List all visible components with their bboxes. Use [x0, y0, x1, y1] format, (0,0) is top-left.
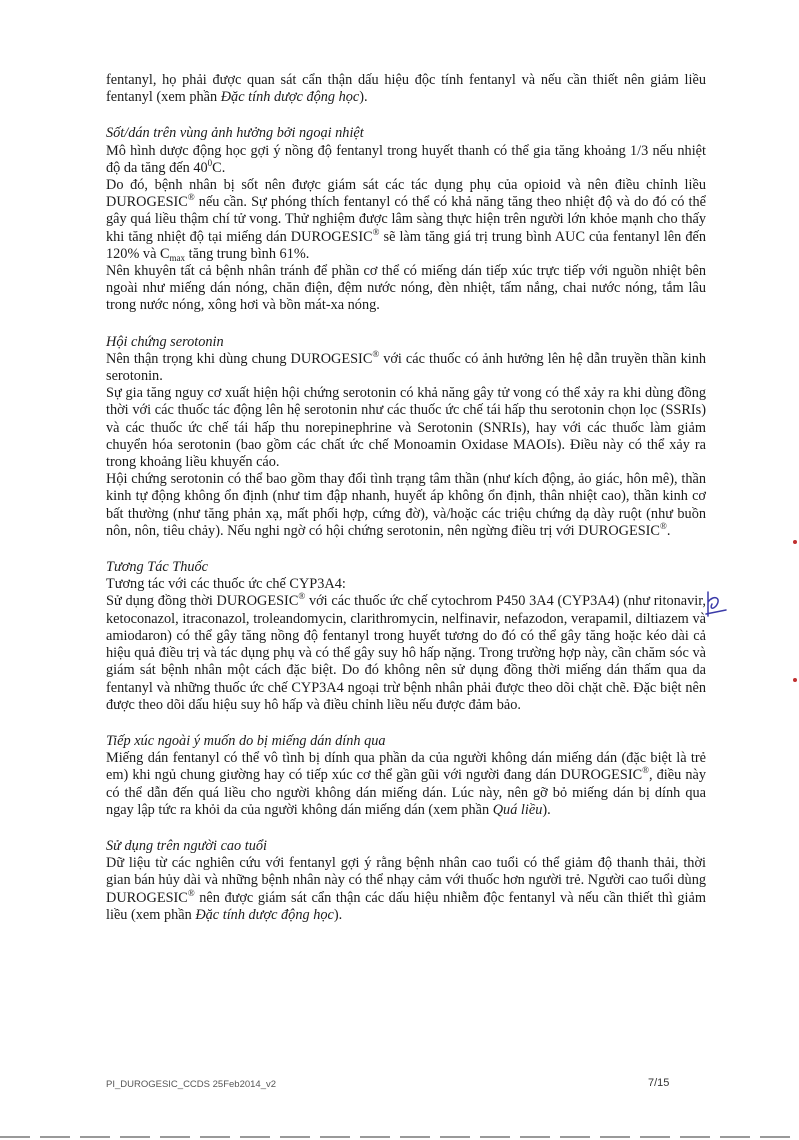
paragraph: Nên khuyên tất cả bệnh nhân tránh để phần cơ thể có miếng dán tiếp xúc trực tiếp với nguồn nhiệt bên ngoài như miếng dán nóng, chăn điện, đệm nước nóng, đèn nhiệt, tấm nắng, chai nước nóng, tắm lâu trong nước nóng, xông hơi và bồn mát-xa nóng.: [106, 263, 706, 314]
registered-mark: ®: [372, 348, 380, 359]
ref-pharmacokinetics: Đặc tính dược động học: [195, 906, 334, 923]
registered-mark: ®: [642, 765, 649, 776]
section-heading: Tiếp xúc ngoài ý muốn do bị miếng dán dính qua: [106, 732, 386, 749]
paragraph: Sự gia tăng nguy cơ xuất hiện hội chứng serotonin có khả năng gây tử vong có thể xảy ra khi dùng đồng thời với các thuốc tác động lên hệ serotonin như các thuốc ức chế tái hấp thu serotonin chọn lọc (SSRIs) và các thuốc ức chế tái hấp thu norepinephrine và Serotonin (SNRIs), hay với các thuốc làm giảm chuyển hóa serotonin (bao gồm các chất ức chế Monoamin Oxidase MAOIs). Điều này có thể xảy ra trong khoảng liều khuyến cáo.: [106, 385, 706, 471]
intro-paragraph: fentanyl, họ phải được quan sát cẩn thận dấu hiệu độc tính fentanyl và nếu cần thiết nên giảm liều fentanyl (xem phần Đặc tính dược động học).: [106, 72, 706, 106]
ref-pharmacokinetics: Đặc tính dược động học: [220, 89, 360, 106]
paragraph: Nên thận trọng khi dùng chung DUROGESIC® với các thuốc có ảnh hưởng lên hệ dẫn truyền thần kinh serotonin.: [106, 348, 706, 385]
paragraph: Do đó, bệnh nhân bị sốt nên được giám sát các tác dụng phụ của opioid và nên điều chỉnh liều DUROGESIC® nếu cần. Sự phóng thích fentanyl có thể có khả năng tăng theo nhiệt độ và do đó có thể gây quá liều thậm chí tử vong. Thử nghiệm được lâm sàng thực hiện trên người lớn khỏe mạnh cho thấy khi tăng nhiệt độ tại miếng dán DUROGESIC® sẽ làm tăng giá trị trung bình AUC của fentanyl lên đến 120% và $C_{max}$ tăng trung bình 61%.: [106, 177, 706, 263]
section-heading: Hội chứng serotonin: [106, 333, 224, 350]
section-serotonin: [106, 334, 706, 540]
section-interactions: [106, 559, 706, 714]
section-heading: Tương Tác Thuốc: [106, 559, 209, 576]
section-accidental-exposure: [106, 733, 706, 819]
paragraph: Miếng dán fentanyl có thể vô tình bị dính qua phần da của người không dán miếng dán (đặc biệt là trẻ em) khi ngủ chung giường hay có tiếp xúc cơ thể gần gũi với người đang dán DUROGESIC®, điều này có thể dẫn đến quá liều cho người không dán miếng dán. Lúc này, nên gỡ bỏ miếng dán bị dính qua ngay lập tức ra khỏi da của người không dán miếng dán (xem phần Quá liều).: [106, 750, 706, 818]
section-heading: Sốt/dán trên vùng ảnh hưởng bởi ngoại nhiệt: [106, 125, 364, 142]
section-elderly: [106, 838, 706, 924]
subheading: Tương tác với các thuốc ức chế CYP3A4:: [106, 576, 346, 593]
registered-mark: ®: [659, 520, 667, 531]
margin-dot: [793, 540, 797, 544]
registered-mark: ®: [187, 192, 195, 203]
footer-page-number: 7/15: [648, 1077, 670, 1089]
registered-mark: ®: [372, 226, 380, 237]
margin-dot: [793, 678, 797, 682]
bottom-scan-edge: [0, 1136, 799, 1138]
section-heading: Sử dụng trên người cao tuổi: [106, 837, 268, 854]
paragraph: Sử dụng đồng thời DUROGESIC® với các thuốc ức chế cytochrom P450 3A4 (CYP3A4) (như ritonavir, ketoconazol, itraconazol, troleandomycin, clarithromycin, nelfinavir, nefazodon, verapamil, diltiazem và amiodaron) có thể gây tăng nồng độ fentanyl trong huyết tương do đó có thể gây tăng hoặc kéo dài cả hiệu quả điều trị và tác dụng phụ và có thể gây suy hô hấp nặng. Trong trường hợp này, cần chăm sóc và giám sát bệnh nhân một cách đặc biệt. Do đó không nên sử dụng đồng thời miếng dán thấm qua da fentanyl và những thuốc ức chế CYP3A4 ngoại trừ bệnh nhân phải được theo dõi chặt chẽ. Đặc biệt nên được theo dõi dấu hiệu suy hô hấp và điều chỉnh liều nếu được đảm bảo.: [106, 591, 706, 713]
paragraph: Mô hình dược động học gợi ý nồng độ fentanyl trong huyết thanh có thể gia tăng khoảng 1/3 nếu nhiệt độ da tăng đến $40^0C$.: [106, 142, 706, 176]
handwritten-initial-mark: [700, 588, 730, 620]
ref-overdose: Quá liều: [492, 801, 543, 818]
paragraph: Dữ liệu từ các nghiên cứu với fentanyl gợi ý rằng bệnh nhân cao tuổi có thể giảm độ thanh thải, thời gian bán hủy dài và những bệnh nhân này có thể nhạy cảm với thuốc hơn người trẻ. Người cao tuổi dùng DUROGESIC® nên được giám sát cẩn thận các dấu hiệu nhiễm độc fentanyl và nếu cần thiết thì giảm liều (xem phần Đặc tính dược động học).: [106, 855, 706, 923]
registered-mark: ®: [187, 887, 195, 898]
paragraph: Hội chứng serotonin có thể bao gồm thay đổi tình trạng tâm thần (như kích động, ảo giác, hôn mê), thần kinh tự động không ổn định (như tim đập nhanh, huyết áp không ổn định, thân nhiệt cao), thần kinh cơ bất thường (như tăng phản xạ, mất phối hợp, cứng đờ), và/hoặc các triệu chứng dạ dày ruột (như buồn nôn, nôn, tiêu chảy). Nếu nghi ngờ có hội chứng serotonin, nên ngừng điều trị với DUROGESIC®.: [106, 471, 706, 539]
registered-mark: ®: [298, 591, 306, 602]
document-body: [106, 72, 706, 924]
footer-document-id: PI_DUROGESIC_CCDS 25Feb2014_v2: [106, 1079, 277, 1090]
section-fever: [106, 125, 706, 314]
